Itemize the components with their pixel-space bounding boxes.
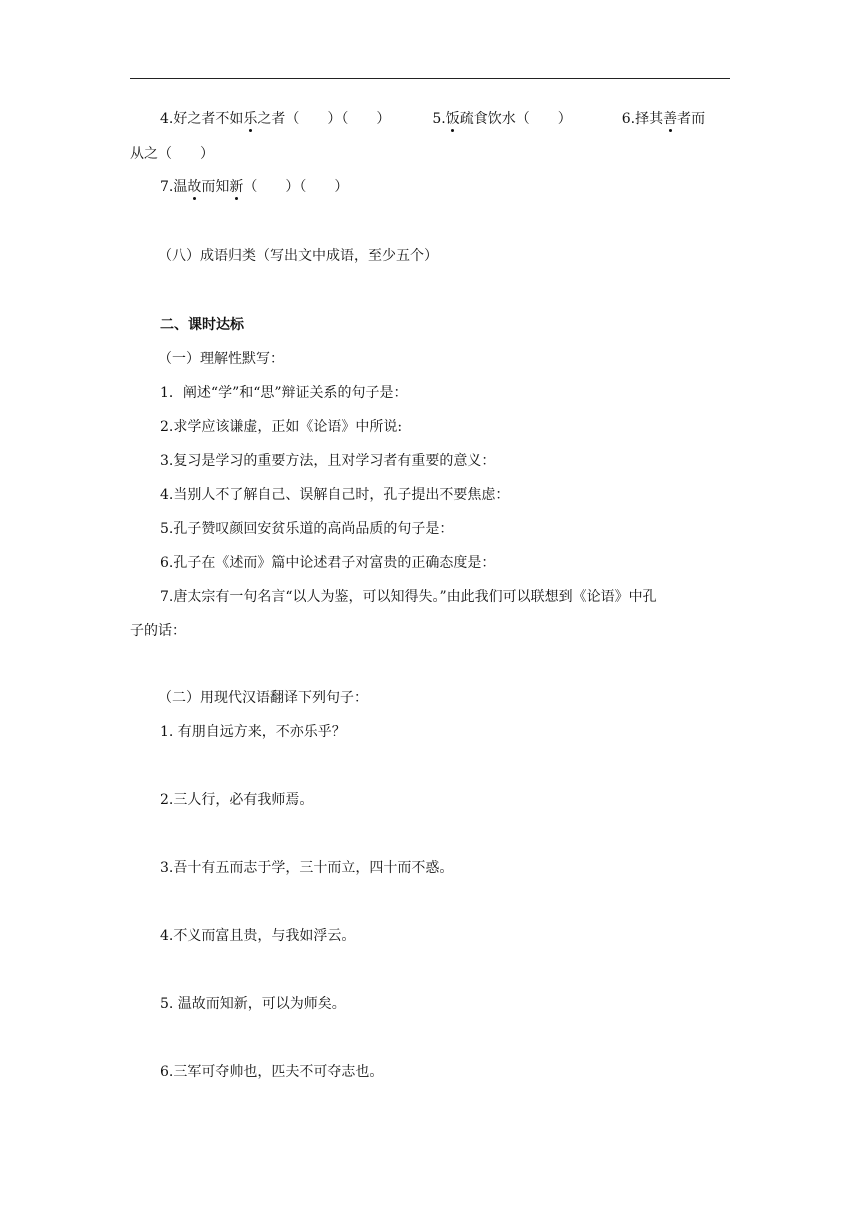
translate-item-5: 5. 温故而知新，可以为师矣。 — [160, 996, 346, 1012]
vocab-7-suffix: （ ）（ ） — [243, 179, 349, 195]
vocab-7-middle: 而知 — [201, 179, 230, 195]
vocab-line-1 — [160, 110, 705, 128]
part-2-title: （二）用现代汉语翻译下列句子： — [158, 690, 368, 706]
vocab-6-prefix: 6.择其 — [621, 111, 664, 127]
vocab-6-dotted-char: 善 — [663, 111, 678, 127]
recitation-item-1: 1．阐述“学”和“思”辩证关系的句子是： — [160, 385, 408, 401]
vocab-4-dotted-char: 乐 — [243, 111, 258, 127]
vocab-4-suffix: 之者（ ）（ ） — [257, 111, 391, 127]
vocab-7-dotted-char-1: 故 — [187, 179, 202, 195]
translate-item-3: 3.吾十有五而志于学，三十而立，四十而不惑。 — [160, 860, 454, 876]
recitation-item-2: 2.求学应该谦虚，正如《论语》中所说: — [160, 419, 403, 435]
recitation-item-7-cont: 子的话： — [130, 623, 186, 639]
vocab-line-3 — [160, 178, 348, 196]
vocab-line-2: 从之（ ） — [130, 146, 214, 162]
vocab-5-suffix: 疏食饮水（ ） — [459, 111, 572, 127]
vocab-6-suffix: 者而 — [677, 111, 706, 127]
recitation-item-4: 4.当别人不了解自己、误解自己时，孔子提出不要焦虑： — [160, 487, 510, 503]
recitation-item-6: 6.孔子在《述而》篇中论述君子对富贵的正确态度是： — [160, 555, 496, 571]
recitation-item-7: 7.唐太宗有一句名言“以人为鉴，可以知得失。”由此我们可以联想到《论语》中孔 — [160, 589, 657, 605]
vocab-5-dotted-char: 饭 — [445, 111, 460, 127]
translate-item-1: 1. 有朋自远方来，不亦乐乎？ — [160, 724, 346, 740]
translate-item-6: 6.三军可夺帅也，匹夫不可夺志也。 — [160, 1064, 384, 1080]
recitation-item-3: 3.复习是学习的重要方法，且对学习者有重要的意义： — [160, 453, 496, 469]
header-rule — [130, 78, 730, 79]
translate-item-4: 4.不义而富且贵，与我如浮云。 — [160, 928, 356, 944]
translate-item-2: 2.三人行，必有我师焉。 — [160, 792, 314, 808]
part-1-title: （一）理解性默写： — [158, 351, 284, 367]
vocab-5-prefix: 5. — [432, 111, 446, 127]
vocab-4-prefix: 4.好之者不如 — [160, 111, 244, 127]
section-8-heading: （八）成语归类（写出文中成语，至少五个） — [158, 248, 438, 264]
vocab-7-dotted-char-2: 新 — [229, 179, 244, 195]
recitation-item-5: 5.孔子赞叹颜回安贫乐道的高尚品质的句子是： — [160, 521, 454, 537]
vocab-7-prefix: 7.温 — [160, 179, 188, 195]
section-2-title: 二、课时达标 — [160, 317, 244, 333]
